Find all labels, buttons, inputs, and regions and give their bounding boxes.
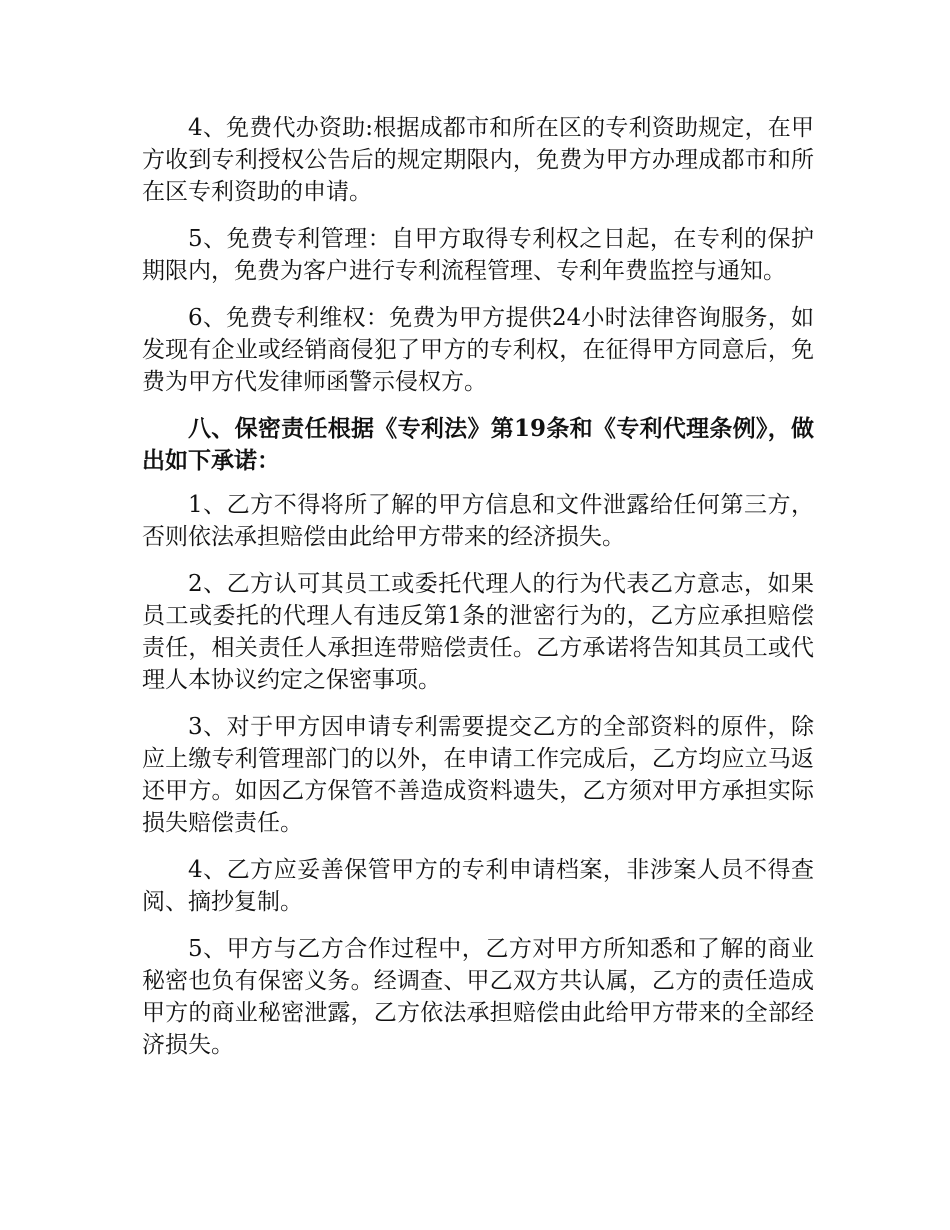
document-page (142, 112, 814, 1076)
service-item-4: 4、免费代办资助:根据成都市和所在区的专利资助规定，在甲方收到专利授权公告后的规定期限内，免费为甲方办理成都市和所在区专利资助的申请。 (142, 115, 814, 205)
confidentiality-item-3: 3、对于甲方因申请专利需要提交乙方的全部资料的原件，除应上缴专利管理部门的以外，在申请工作完成后，乙方均应立马返还甲方。如因乙方保管不善造成资料遗失，乙方须对甲方承担实际损失赔偿责任。 (142, 714, 814, 836)
confidentiality-item-5: 5、甲方与乙方合作过程中，乙方对甲方所知悉和了解的商业秘密也负有保密义务。经调查、甲乙双方共认属，乙方的责任造成甲方的商业秘密泄露，乙方依法承担赔偿由此给甲方带来的全部经济损失。 (142, 936, 814, 1058)
confidentiality-item-2: 2、乙方认可其员工或委托代理人的行为代表乙方意志，如果员工或委托的代理人有违反第1条的泄密行为的，乙方应承担赔偿责任，相关责任人承担连带赔偿责任。乙方承诺将告知其员工或代理人本协议约定之保密事项。 (142, 571, 814, 693)
confidentiality-item-4: 4、乙方应妥善保管甲方的专利申请档案，非涉案人员不得查阅、摘抄复制。 (142, 857, 814, 915)
section-heading-confidentiality: 八、保密责任根据《专利法》第19条和《专利代理条例》，做出如下承诺： (142, 415, 814, 474)
confidentiality-item-1: 1、乙方不得将所了解的甲方信息和文件泄露给任何第三方，否则依法承担赔偿由此给甲方带来的经济损失。 (142, 492, 814, 550)
service-item-6: 6、免费专利维权：免费为甲方提供24小时法律咨询服务，如发现有企业或经销商侵犯了甲方的专利权，在征得甲方同意后，免费为甲方代发律师函警示侵权方。 (142, 305, 814, 395)
service-item-5: 5、免费专利管理：自甲方取得专利权之日起，在专利的保护期限内，免费为客户进行专利流程管理、专利年费监控与通知。 (142, 226, 814, 284)
